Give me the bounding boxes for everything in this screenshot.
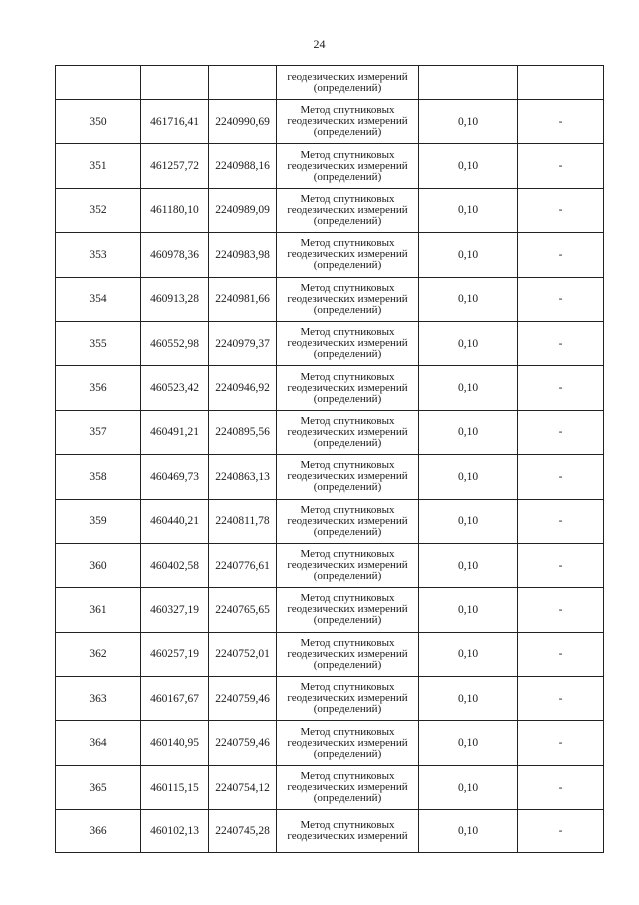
point-number-cell: 361 bbox=[56, 588, 141, 632]
coordinates-table-body bbox=[56, 66, 604, 853]
accuracy-cell: 0,10 bbox=[419, 144, 518, 188]
accuracy-cell: 0,10 bbox=[419, 677, 518, 721]
method-line: геодезических измерений bbox=[287, 514, 408, 527]
method-line: геодезических измерений bbox=[287, 337, 408, 350]
y-coordinate-cell: 2240990,69 bbox=[209, 100, 277, 144]
method-cell bbox=[277, 277, 419, 321]
method-line: геодезических измерений bbox=[287, 692, 408, 705]
method-line: (определений) bbox=[313, 303, 382, 316]
method-line: Метод спутниковых bbox=[300, 237, 395, 250]
table-row bbox=[56, 100, 604, 144]
x-coordinate-cell bbox=[141, 66, 209, 100]
accuracy-cell: 0,10 bbox=[419, 632, 518, 676]
accuracy-cell: 0,10 bbox=[419, 277, 518, 321]
accuracy-cell: 0,10 bbox=[419, 455, 518, 499]
method-line: (определений) bbox=[313, 126, 382, 139]
note-cell: - bbox=[518, 677, 604, 721]
table-row bbox=[56, 233, 604, 277]
method-line: (определений) bbox=[313, 614, 382, 627]
method-line: Метод спутниковых bbox=[300, 503, 395, 516]
point-number-cell: 360 bbox=[56, 543, 141, 587]
y-coordinate-cell: 2240983,98 bbox=[209, 233, 277, 277]
method-line: (определений) bbox=[313, 481, 382, 494]
x-coordinate-cell: 460552,98 bbox=[141, 321, 209, 365]
method-line: Метод спутниковых bbox=[300, 414, 395, 427]
point-number-cell bbox=[56, 66, 141, 100]
method-cell bbox=[277, 410, 419, 454]
accuracy-cell: 0,10 bbox=[419, 410, 518, 454]
accuracy-cell: 0,10 bbox=[419, 100, 518, 144]
method-cell bbox=[277, 765, 419, 809]
point-number-cell: 357 bbox=[56, 410, 141, 454]
method-cell bbox=[277, 499, 419, 543]
y-coordinate-cell: 2240811,78 bbox=[209, 499, 277, 543]
method-cell bbox=[277, 810, 419, 853]
point-number-cell: 365 bbox=[56, 765, 141, 809]
x-coordinate-cell: 460140,95 bbox=[141, 721, 209, 765]
note-cell: - bbox=[518, 410, 604, 454]
y-coordinate-cell: 2240895,56 bbox=[209, 410, 277, 454]
table-row bbox=[56, 765, 604, 809]
method-line: Метод спутниковых bbox=[300, 681, 395, 694]
method-cell bbox=[277, 543, 419, 587]
x-coordinate-cell: 461257,72 bbox=[141, 144, 209, 188]
table-row bbox=[56, 721, 604, 765]
note-cell: - bbox=[518, 632, 604, 676]
method-cell bbox=[277, 100, 419, 144]
table-row bbox=[56, 188, 604, 232]
point-number-cell: 366 bbox=[56, 810, 141, 853]
x-coordinate-cell: 460523,42 bbox=[141, 366, 209, 410]
method-cell bbox=[277, 233, 419, 277]
method-cell bbox=[277, 455, 419, 499]
x-coordinate-cell: 460978,36 bbox=[141, 233, 209, 277]
method-cell bbox=[277, 188, 419, 232]
table-row-continued bbox=[56, 66, 604, 100]
point-number-cell: 355 bbox=[56, 321, 141, 365]
y-coordinate-cell: 2240981,66 bbox=[209, 277, 277, 321]
y-coordinate-cell: 2240765,65 bbox=[209, 588, 277, 632]
note-cell: - bbox=[518, 721, 604, 765]
y-coordinate-cell: 2240979,37 bbox=[209, 321, 277, 365]
accuracy-cell: 0,10 bbox=[419, 366, 518, 410]
y-coordinate-cell: 2240776,61 bbox=[209, 543, 277, 587]
x-coordinate-cell: 460115,15 bbox=[141, 765, 209, 809]
note-cell: - bbox=[518, 810, 604, 853]
note-cell: - bbox=[518, 100, 604, 144]
accuracy-cell: 0,10 bbox=[419, 321, 518, 365]
accuracy-cell: 0,10 bbox=[419, 233, 518, 277]
accuracy-cell: 0,10 bbox=[419, 810, 518, 853]
method-line: геодезических измерений bbox=[287, 830, 408, 843]
method-line: Метод спутниковых bbox=[300, 104, 395, 117]
method-line: Метод спутниковых bbox=[300, 770, 395, 783]
method-line: Метод спутниковых bbox=[300, 459, 395, 472]
method-line: геодезических измерений bbox=[287, 603, 408, 616]
method-cell bbox=[277, 321, 419, 365]
point-number-cell: 356 bbox=[56, 366, 141, 410]
method-line: Метод спутниковых bbox=[300, 725, 395, 738]
y-coordinate-cell: 2240759,46 bbox=[209, 677, 277, 721]
y-coordinate-cell: 2240988,16 bbox=[209, 144, 277, 188]
note-cell bbox=[518, 66, 604, 100]
accuracy-cell: 0,10 bbox=[419, 765, 518, 809]
method-line: Метод спутниковых bbox=[300, 819, 395, 832]
method-line: (определений) bbox=[313, 525, 382, 538]
x-coordinate-cell: 460167,67 bbox=[141, 677, 209, 721]
y-coordinate-cell: 2240946,92 bbox=[209, 366, 277, 410]
method-line: Метод спутниковых bbox=[300, 636, 395, 649]
method-line: геодезических измерений bbox=[287, 159, 408, 172]
table-row bbox=[56, 277, 604, 321]
accuracy-cell: 0,10 bbox=[419, 721, 518, 765]
method-line: Метод спутниковых bbox=[300, 281, 395, 294]
page-number: 24 bbox=[313, 37, 326, 51]
method-line: (определений) bbox=[313, 259, 382, 272]
point-number-cell: 362 bbox=[56, 632, 141, 676]
table-row bbox=[56, 543, 604, 587]
note-cell: - bbox=[518, 499, 604, 543]
accuracy-cell: 0,10 bbox=[419, 499, 518, 543]
method-line: Метод спутниковых bbox=[300, 548, 395, 561]
table-row bbox=[56, 632, 604, 676]
x-coordinate-cell: 461716,41 bbox=[141, 100, 209, 144]
method-line: геодезических измерений bbox=[287, 425, 408, 438]
table-row bbox=[56, 410, 604, 454]
method-line: (определений) bbox=[313, 747, 382, 760]
x-coordinate-cell: 460491,21 bbox=[141, 410, 209, 454]
x-coordinate-cell: 460402,58 bbox=[141, 543, 209, 587]
method-line: Метод спутниковых bbox=[300, 192, 395, 205]
point-number-cell: 351 bbox=[56, 144, 141, 188]
method-line: Метод спутниковых bbox=[300, 326, 395, 339]
method-cell bbox=[277, 588, 419, 632]
method-line: геодезических измерений bbox=[287, 470, 408, 483]
method-line: геодезических измерений bbox=[287, 736, 408, 749]
table-row bbox=[56, 677, 604, 721]
table-row bbox=[56, 810, 604, 853]
method-line: (определений) bbox=[313, 392, 382, 405]
point-number-cell: 354 bbox=[56, 277, 141, 321]
method-line: (определений) bbox=[313, 570, 382, 583]
note-cell: - bbox=[518, 233, 604, 277]
method-line: геодезических измерений bbox=[287, 381, 408, 394]
accuracy-cell: 0,10 bbox=[419, 588, 518, 632]
table-row bbox=[56, 455, 604, 499]
method-line: геодезических измерений bbox=[287, 248, 408, 261]
table-row bbox=[56, 499, 604, 543]
method-line: геодезических измерений bbox=[287, 203, 408, 216]
y-coordinate-cell bbox=[209, 66, 277, 100]
y-coordinate-cell: 2240754,12 bbox=[209, 765, 277, 809]
method-line: Метод спутниковых bbox=[300, 370, 395, 383]
method-line: (определений) bbox=[313, 792, 382, 805]
x-coordinate-cell: 460469,73 bbox=[141, 455, 209, 499]
method-line: геодезических измерений bbox=[287, 647, 408, 660]
method-line: геодезических измерений bbox=[287, 292, 408, 305]
note-cell: - bbox=[518, 277, 604, 321]
method-line: геодезических измерений bbox=[287, 559, 408, 572]
note-cell: - bbox=[518, 765, 604, 809]
x-coordinate-cell: 460440,21 bbox=[141, 499, 209, 543]
x-coordinate-cell: 461180,10 bbox=[141, 188, 209, 232]
method-cell bbox=[277, 721, 419, 765]
note-cell: - bbox=[518, 188, 604, 232]
method-line: геодезических измерений bbox=[287, 115, 408, 128]
y-coordinate-cell: 2240759,46 bbox=[209, 721, 277, 765]
y-coordinate-cell: 2240752,01 bbox=[209, 632, 277, 676]
method-cell bbox=[277, 632, 419, 676]
accuracy-cell bbox=[419, 66, 518, 100]
method-line: Метод спутниковых bbox=[300, 148, 395, 161]
note-cell: - bbox=[518, 366, 604, 410]
x-coordinate-cell: 460257,19 bbox=[141, 632, 209, 676]
note-cell: - bbox=[518, 321, 604, 365]
y-coordinate-cell: 2240863,13 bbox=[209, 455, 277, 499]
method-cell bbox=[277, 66, 419, 100]
table-row bbox=[56, 144, 604, 188]
method-line: (определений) bbox=[313, 703, 382, 716]
method-line: (определений) bbox=[313, 658, 382, 671]
point-number-cell: 353 bbox=[56, 233, 141, 277]
method-line: (определений) bbox=[313, 436, 382, 449]
method-line: геодезических измерений bbox=[287, 781, 408, 794]
point-number-cell: 352 bbox=[56, 188, 141, 232]
point-number-cell: 358 bbox=[56, 455, 141, 499]
point-number-cell: 363 bbox=[56, 677, 141, 721]
point-number-cell: 350 bbox=[56, 100, 141, 144]
method-cell bbox=[277, 677, 419, 721]
method-cell bbox=[277, 144, 419, 188]
note-cell: - bbox=[518, 144, 604, 188]
note-cell: - bbox=[518, 455, 604, 499]
method-line: (определений) bbox=[313, 348, 382, 361]
method-line: (определений) bbox=[313, 81, 382, 94]
x-coordinate-cell: 460913,28 bbox=[141, 277, 209, 321]
x-coordinate-cell: 460327,19 bbox=[141, 588, 209, 632]
accuracy-cell: 0,10 bbox=[419, 188, 518, 232]
method-line: (определений) bbox=[313, 214, 382, 227]
y-coordinate-cell: 2240745,28 bbox=[209, 810, 277, 853]
table-row bbox=[56, 366, 604, 410]
y-coordinate-cell: 2240989,09 bbox=[209, 188, 277, 232]
point-number-cell: 359 bbox=[56, 499, 141, 543]
method-line: Метод спутниковых bbox=[300, 592, 395, 605]
point-number-cell: 364 bbox=[56, 721, 141, 765]
method-line: геодезических измерений bbox=[287, 70, 408, 83]
coordinates-table bbox=[55, 65, 604, 853]
accuracy-cell: 0,10 bbox=[419, 543, 518, 587]
method-line: (определений) bbox=[313, 170, 382, 183]
table-row bbox=[56, 588, 604, 632]
x-coordinate-cell: 460102,13 bbox=[141, 810, 209, 853]
note-cell: - bbox=[518, 543, 604, 587]
method-cell bbox=[277, 366, 419, 410]
table-row bbox=[56, 321, 604, 365]
note-cell: - bbox=[518, 588, 604, 632]
